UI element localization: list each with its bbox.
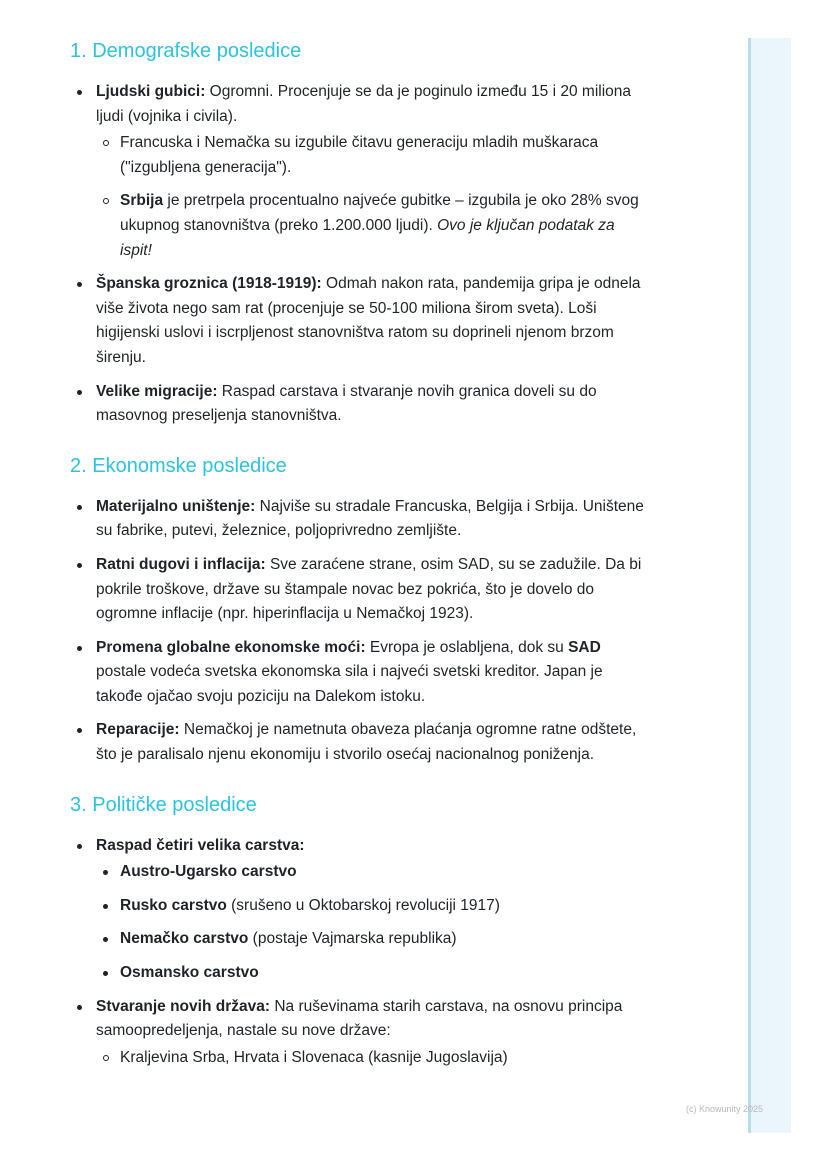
sub-list-item: Austro-Ugarsko carstvo bbox=[96, 860, 650, 885]
list-item: Materijalno uništenje: Najviše su stradale Francuska, Belgija i Srbija. Uništene su fabrike, putevi, železnice, poljoprivredno zemljište. bbox=[70, 495, 650, 544]
section-list bbox=[70, 495, 650, 768]
sub-list bbox=[96, 1046, 650, 1071]
list-item: Promena globalne ekonomske moći: Evropa je oslabljena, dok su SAD postale vodeća svetska ekonomska sila i najveći svetski kreditor. Japan je takođe ojačao svoju poziciju na Dalekom istoku. bbox=[70, 636, 650, 710]
list-item: Ljudski gubici: Ogromni. Procenjuje se da je poginulo između 15 i 20 miliona ljudi (vojnika i civila). Francuska i Nemačka su izgubile čitavu generaciju mladih muškaraca ("izgubljena generacija"). Srbija je pretrpela procentualno najveće gubitke – izgubila je oko 28% svog ukupnog stanovništva (preko 1.200.000 ljudi). Ovo je ključan podatak za ispit! bbox=[70, 80, 650, 263]
list-item: Stvaranje novih država: Na ruševinama starih carstava, na osnovu principa samoopredeljenja, nastale su nove države: Kraljevina Srba, Hrvata i Slovenaca (kasnije Jugoslavija) bbox=[70, 995, 650, 1071]
section-title: 1. Demografske posledice bbox=[70, 40, 302, 62]
sub-list-item: Srbija je pretrpela procentualno najveće gubitke – izgubila je oko 28% svog ukupnog stanovništva (preko 1.200.000 ljudi). Ovo je ključan podatak za ispit! bbox=[96, 189, 650, 263]
list-item: Reparacije: Nemačkoj je nametnuta obaveza plaćanja ogromne ratne odštete, što je paralisalo njenu ekonomiju i stvorilo osećaj nacionalnog poniženja. bbox=[70, 718, 650, 767]
sub-list-item: Rusko carstvo (srušeno u Oktobarskoj revoluciji 1917) bbox=[96, 894, 650, 919]
list-item: Ratni dugovi i inflacija: Sve zaraćene strane, osim SAD, su se zadužile. Da bi pokrile troškove, države su štampale novac bez pokrića, što je dovelo do ogromne inflacije (npr. hiperinflacija u Nemačkoj 1923). bbox=[70, 553, 650, 627]
document-content bbox=[70, 36, 650, 1079]
sub-list-item: Osmansko carstvo bbox=[96, 961, 650, 986]
section-title: 3. Političke posledice bbox=[70, 793, 257, 816]
sub-list bbox=[96, 131, 650, 263]
copyright-footer: (c) Knowunity 2025 bbox=[686, 1104, 764, 1114]
sub-list bbox=[96, 860, 650, 985]
section-title: 2. Ekonomske posledice bbox=[70, 454, 287, 477]
list-item: Španska groznica (1918-1919): Odmah nakon rata, pandemija gripa je odnela više života nego sam rat (procenjuje se 50-100 miliona širom sveta). Loši higijenski uslovi i iscrpljenost stanovništva ratom su doprineli njenom brzom širenju. bbox=[70, 272, 650, 370]
sub-list-item: Kraljevina Srba, Hrvata i Slovenaca (kasnije Jugoslavija) bbox=[96, 1046, 650, 1071]
sub-list-item: Francuska i Nemačka su izgubile čitavu generaciju mladih muškaraca ("izgubljena generacija"). bbox=[96, 131, 650, 180]
list-item: Raspad četiri velika carstva: Austro-Ugarsko carstvo Rusko carstvo (srušeno u Oktobarskoj revoluciji 1917) Nemačko carstvo (postaje Vajmarska republika) Osmansko carstvo bbox=[70, 834, 650, 986]
list-item: Velike migracije: Raspad carstava i stvaranje novih granica doveli su do masovnog preseljenja stanovništva. bbox=[70, 380, 650, 429]
section-list bbox=[70, 80, 650, 429]
sub-list-item: Nemačko carstvo (postaje Vajmarska republika) bbox=[96, 927, 650, 952]
side-strip bbox=[748, 38, 791, 1133]
section-list bbox=[70, 834, 650, 1071]
